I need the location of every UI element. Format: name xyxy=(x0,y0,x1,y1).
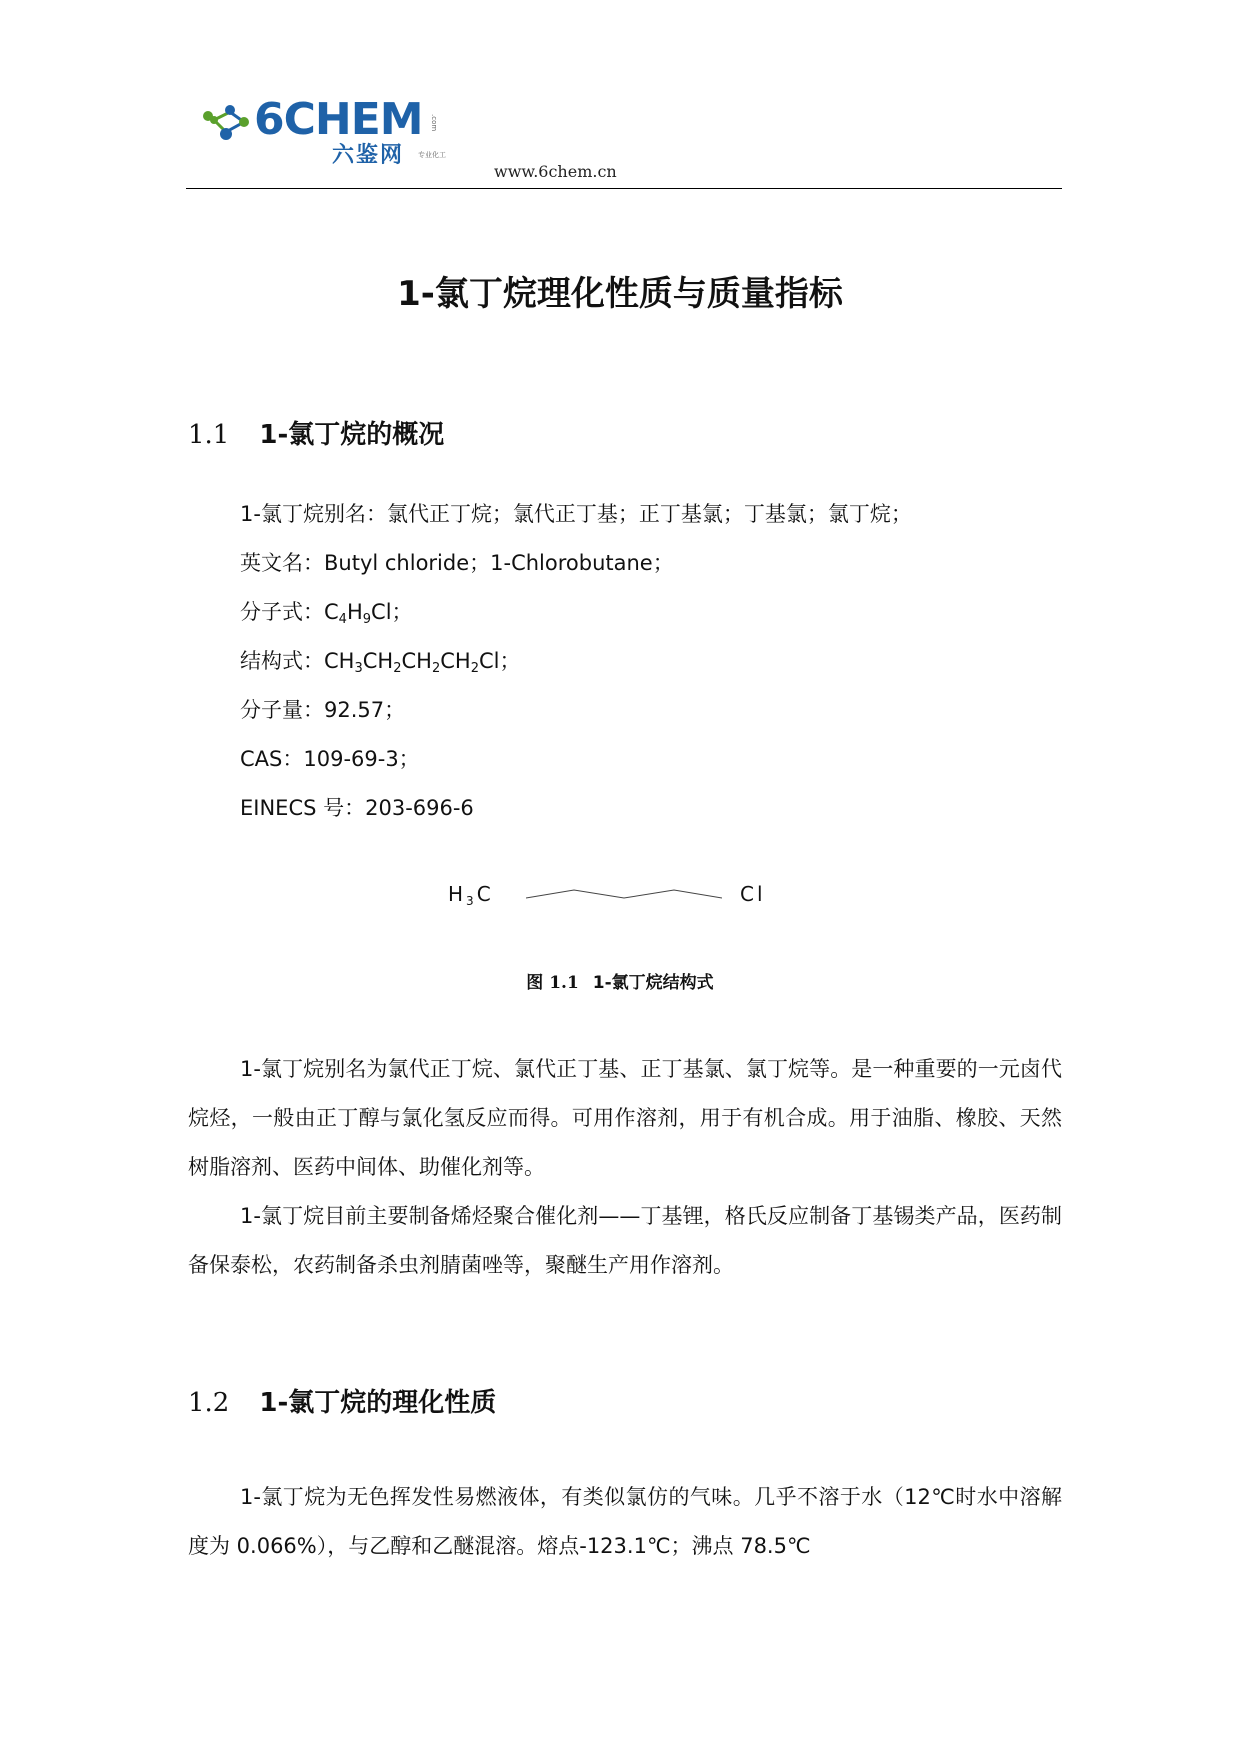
caption-text: 1-氯丁烷结构式 xyxy=(592,973,714,993)
section-title: 1-氯丁烷的理化性质 xyxy=(259,1388,497,1418)
logo-domain-suffix: .com xyxy=(430,114,438,132)
info-label: 分子量： xyxy=(240,698,324,722)
figure-atom-h: H xyxy=(448,882,467,906)
info-value: Butyl chloride；1-Chlorobutane； xyxy=(324,551,674,575)
info-label: 英文名： xyxy=(240,551,324,575)
info-molecular-weight xyxy=(240,700,405,721)
structure-part: CH xyxy=(362,649,394,673)
structure-figure xyxy=(440,876,800,916)
logo-wordmark: 6CHEM xyxy=(254,94,423,145)
structure-sub: 2 xyxy=(393,661,402,676)
formula-h: H xyxy=(346,600,363,624)
structure-part: CH xyxy=(440,649,471,673)
info-value: 203-696-6 xyxy=(365,796,474,820)
structure-sub: 2 xyxy=(431,661,441,676)
info-label: 结构式： xyxy=(240,649,324,673)
formula-c-count: 4 xyxy=(338,612,347,627)
logo-chinese-name: 六鉴网 xyxy=(332,143,405,168)
info-label: CAS： xyxy=(240,747,304,771)
figure-right-group: Cl xyxy=(740,882,766,906)
formula-h-count: 9 xyxy=(362,612,372,627)
paragraph-applications: 1-氯丁烷目前主要制备烯烃聚合催化剂——丁基锂，格氏反应制备丁基锡类产品，医药制备保泰松，农药制备杀虫剂腈菌唑等，聚醚生产用作溶剂。 xyxy=(188,1204,1062,1277)
formula-c: C xyxy=(324,600,339,624)
info-aliases: 1-氯丁烷别名：氯代正丁烷；氯代正丁基；正丁基氯；丁基氯；氯丁烷； xyxy=(240,502,912,526)
section-heading-1-1 xyxy=(188,414,444,451)
info-label: EINECS 号： xyxy=(240,796,366,820)
carbon-chain-bonds xyxy=(526,876,722,916)
logo-tagline: 专业化工 xyxy=(418,151,446,159)
section-number: 1.2 xyxy=(188,1388,230,1418)
structure-part: CH xyxy=(324,649,355,673)
info-value: 92.57； xyxy=(324,698,406,722)
section-title: 1-氯丁烷的概况 xyxy=(259,420,445,450)
structure-sub: 3 xyxy=(354,661,363,676)
caption-number: 图 1.1 xyxy=(526,973,579,993)
info-english-name xyxy=(240,553,674,574)
paragraph-properties: 1-氯丁烷为无色挥发性易燃液体，有类似氯仿的气味。几乎不溶于水（12℃时水中溶解度为 0.066%），与乙醇和乙醚混溶。熔点-123.1℃；沸点 78.5℃ xyxy=(188,1485,1062,1558)
header-url[interactable]: www.6chem.cn xyxy=(494,162,617,181)
info-structural-formula xyxy=(240,651,521,675)
figure-atom-c: C xyxy=(476,882,494,906)
structure-part: Cl； xyxy=(479,649,521,673)
figure-left-group xyxy=(448,882,494,908)
info-molecular-formula xyxy=(240,602,413,626)
info-cas xyxy=(240,749,420,770)
header-divider xyxy=(186,188,1062,189)
info-einecs xyxy=(240,798,474,819)
page-title: 1-氯丁烷理化性质与质量指标 xyxy=(397,274,843,314)
figure-caption xyxy=(0,968,1240,993)
structure-part: CH xyxy=(401,649,432,673)
figure-atom-h-count: 3 xyxy=(466,894,477,908)
paragraph-overview: 1-氯丁烷别名为氯代正丁烷、氯代正丁基、正丁基氯、氯丁烷等。是一种重要的一元卤代烷烃，一般由正丁醇与氯化氢反应而得。可用作溶剂，用于有机合成。用于油脂、橡胶、天然树脂溶剂、医药中间体、助催化剂等。 xyxy=(188,1057,1062,1179)
section-heading-1-2 xyxy=(188,1382,496,1419)
info-label: 分子式： xyxy=(240,600,324,624)
section-number: 1.1 xyxy=(188,420,230,450)
info-value: 109-69-3； xyxy=(303,747,420,771)
structure-sub: 2 xyxy=(470,661,479,676)
formula-rest: Cl； xyxy=(371,600,413,624)
